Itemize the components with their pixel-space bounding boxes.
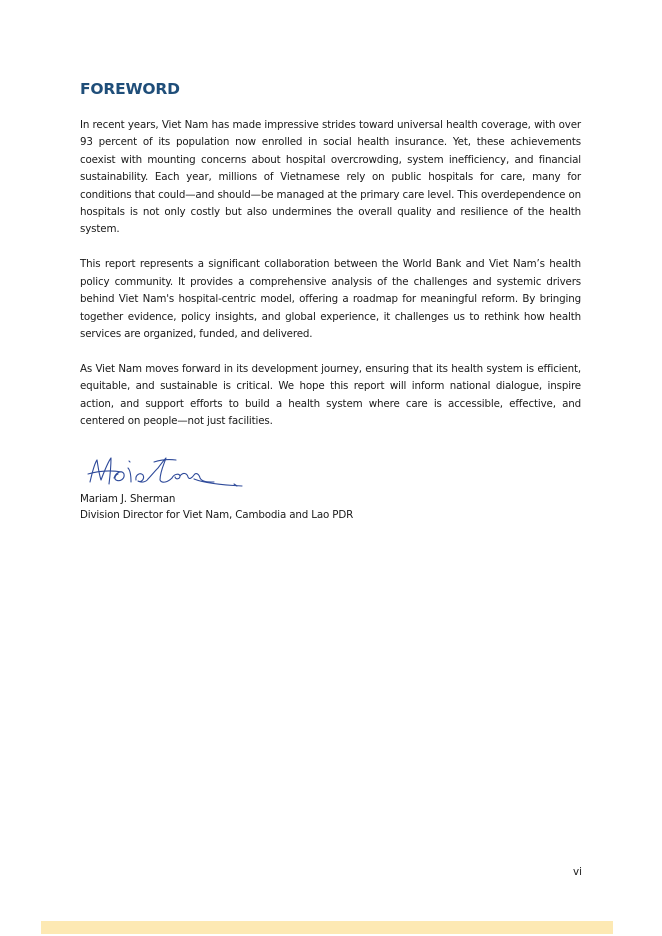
signer-name: Mariam J. Sherman xyxy=(80,493,176,505)
paragraph-2: This report represents a significant collaboration between the World Bank and Viet Nam’s health policy community. It provides a comprehensive analysis of the challenges and systemic drivers behind Viet Nam's hospital-centric model, offering a roadmap for meaningful reform. By bringing together evidence, policy insights, and global experience, it challenges us to rethink how health services are organized, funded, and delivered. xyxy=(80,258,581,340)
paragraph-3: As Viet Nam moves forward in its development journey, ensuring that its health system is efficient, equitable, and sustainable is critical. We hope this report will inform national dialogue, inspire action, and support efforts to build a health system where care is accessible, effective, and centered on people—not just facilities. xyxy=(80,362,581,428)
foreword-body xyxy=(80,117,581,448)
footer-band xyxy=(41,921,613,934)
signer-position: Division Director for Viet Nam, Cambodia and Lao PDR xyxy=(80,509,354,521)
page-number: vi xyxy=(573,866,582,878)
signer-block xyxy=(80,491,353,523)
handwritten-signature xyxy=(84,452,249,492)
paragraph-1: In recent years, Viet Nam has made impressive strides toward universal health coverage, with over 93 percent of its population now enrolled in social health insurance. Yet, these achievements coexist with mounting concerns about hospital overcrowding, system inefficiency, and financial sustainability. Each year, millions of Vietnamese rely on public hospitals for care, many for conditions that could—and should—be managed at the primary care level. This overdependence on hospitals is not only costly but also undermines the overall quality and resilience of the health system. xyxy=(80,119,581,236)
page-title: FOREWORD xyxy=(80,80,180,98)
